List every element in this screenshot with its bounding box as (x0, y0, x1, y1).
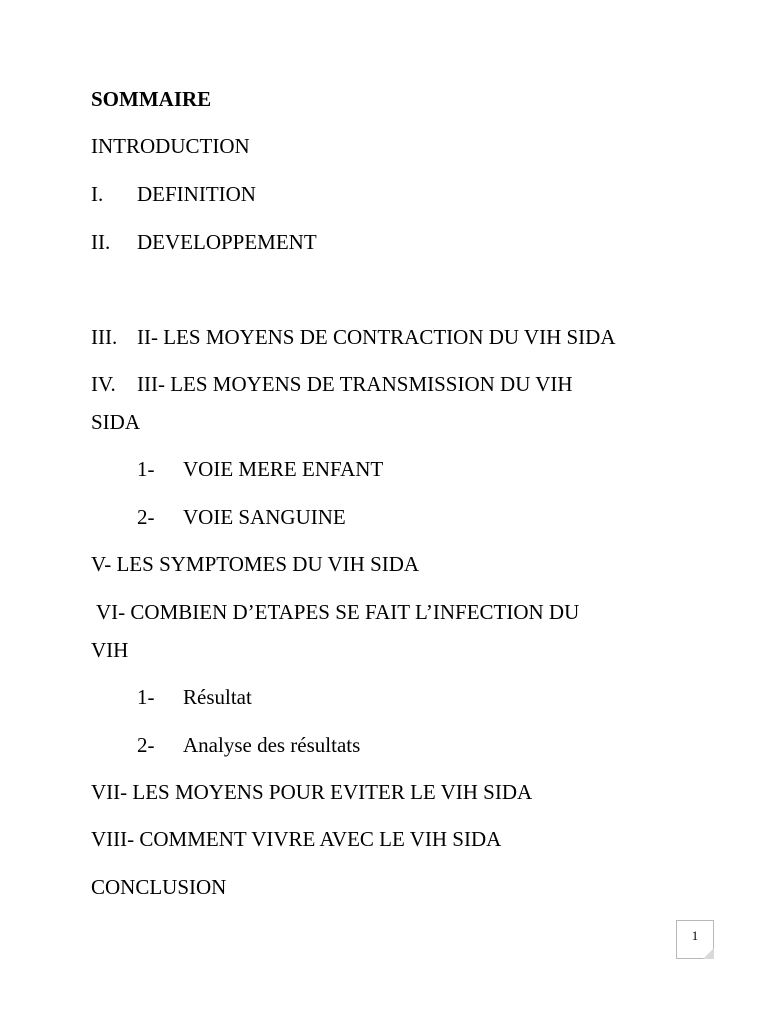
page-number: 1 (691, 928, 699, 943)
toc-entry-label: VOIE MERE ENFANT (183, 457, 384, 481)
toc-entry-label: Analyse des résultats (183, 733, 361, 757)
toc-entry-transmission-continuation: SIDA (91, 410, 141, 434)
toc-entry-symptomes: V- LES SYMPTOMES DU VIH SIDA (91, 552, 420, 576)
toc-entry-etapes-infection-continuation: VIH (91, 638, 129, 662)
toc-entry-number: 2- (137, 505, 155, 529)
toc-entry-label: II- LES MOYENS DE CONTRACTION DU VIH SIDA (137, 325, 616, 349)
toc-entry-etapes-infection: VI- COMBIEN D’ETAPES SE FAIT L’INFECTION DU (96, 600, 580, 624)
toc-entry-number: 2- (137, 733, 155, 757)
toc-entry-number: 1- (137, 457, 155, 481)
toc-entry-number: II. (91, 230, 111, 254)
toc-entry-label: VOIE SANGUINE (183, 505, 346, 529)
page-number-box (676, 920, 714, 959)
toc-entry-label: Résultat (183, 685, 252, 709)
toc-entry-comment-vivre: VIII- COMMENT VIVRE AVEC LE VIH SIDA (91, 827, 502, 851)
toc-entry-label: III- LES MOYENS DE TRANSMISSION DU VIH (137, 372, 573, 396)
toc-entry-number: 1- (137, 685, 155, 709)
toc-entry-label: DEFINITION (137, 182, 256, 206)
toc-entry-number: IV. (91, 372, 116, 396)
toc-entry-conclusion: CONCLUSION (91, 875, 227, 899)
toc-entry-moyens-eviter: VII- LES MOYENS POUR EVITER LE VIH SIDA (91, 780, 533, 804)
toc-title: SOMMAIRE (91, 87, 212, 111)
toc-entry-number: I. (91, 182, 104, 206)
page-corner-fold (703, 948, 714, 959)
toc-entry-number: III. (91, 325, 118, 349)
toc-entry-introduction: INTRODUCTION (91, 134, 250, 158)
toc-entry-label: DEVELOPPEMENT (137, 230, 317, 254)
